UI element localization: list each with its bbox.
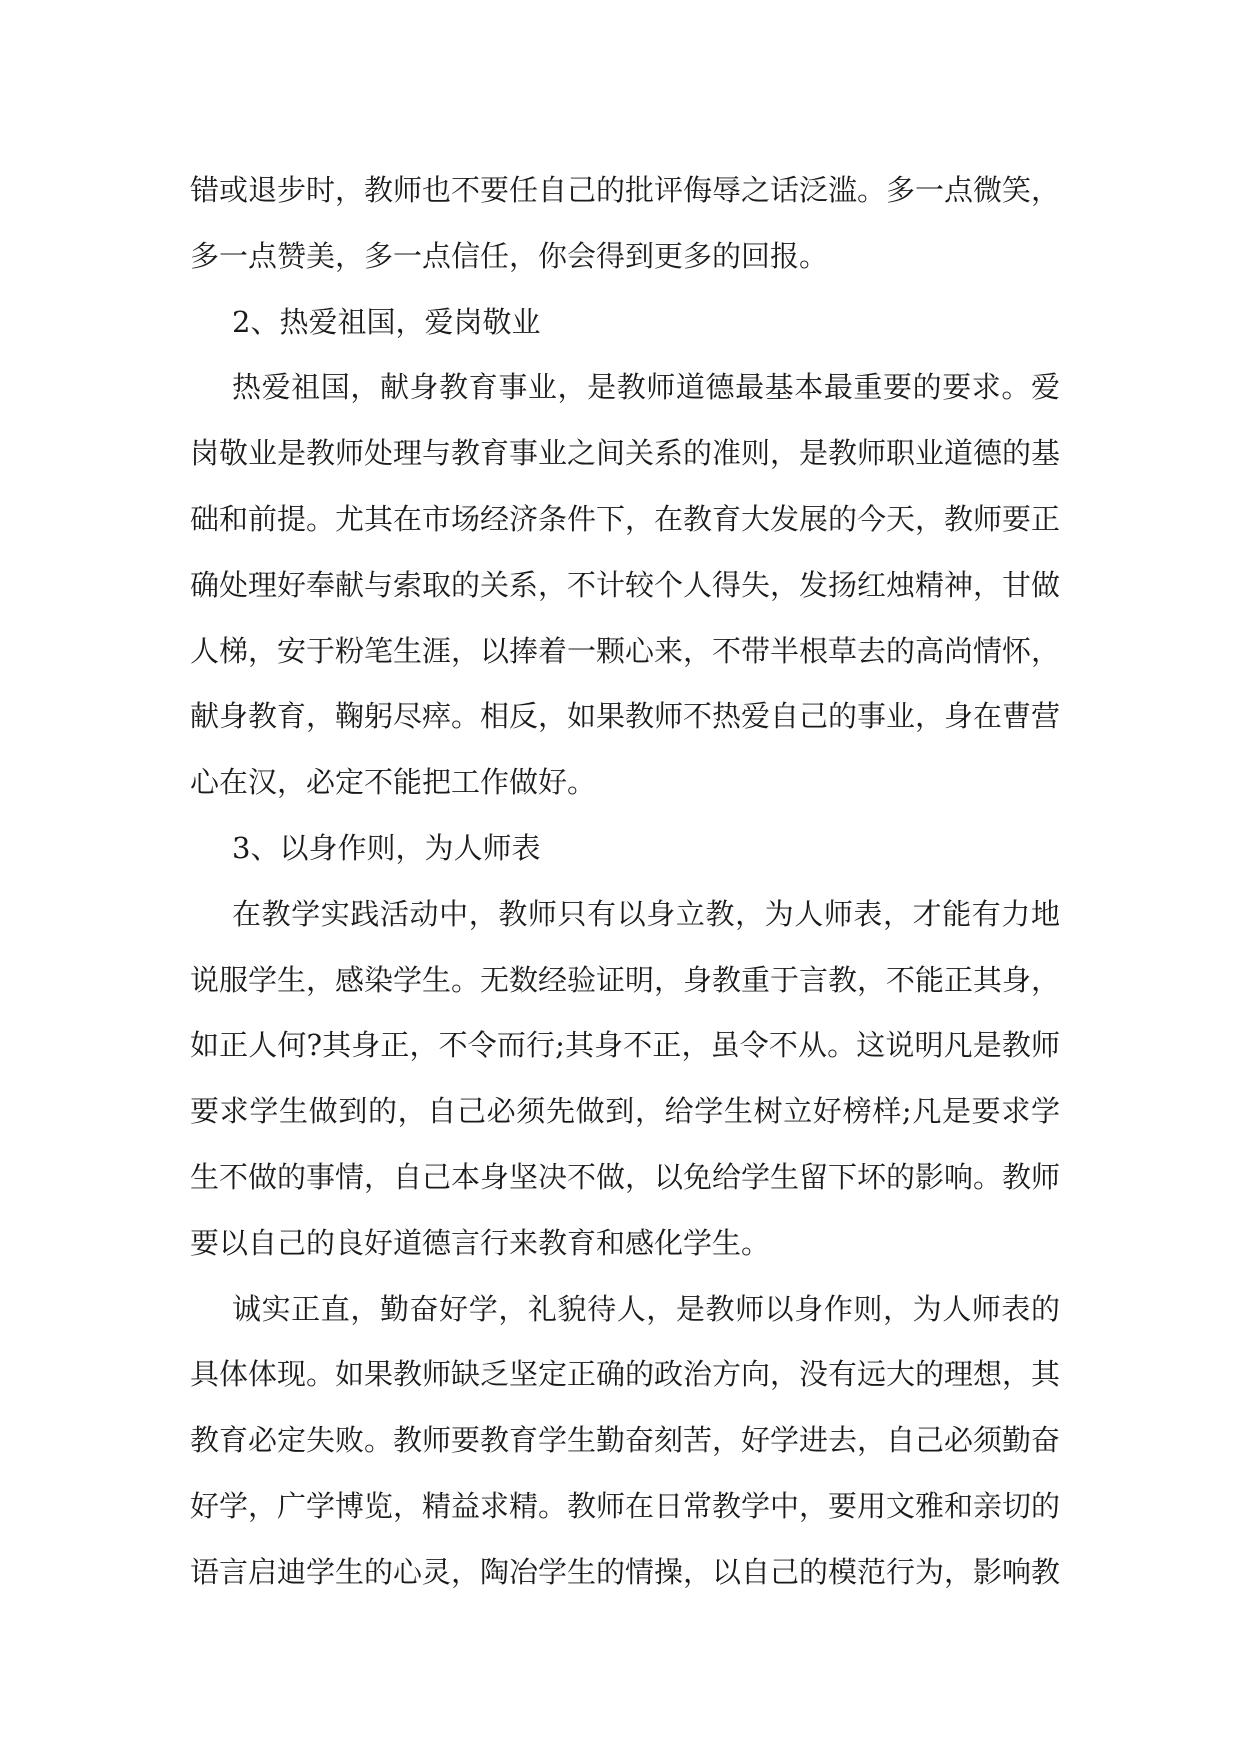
text-line: 要求学生做到的，自己必须先做到，给学生树立好榜样;凡是要求学 bbox=[190, 1094, 1060, 1129]
text-line: 础和前提。尤其在市场经济条件下，在教育大发展的今天，教师要正 bbox=[190, 501, 1061, 536]
text-line: 多一点赞美，多一点信任，你会得到更多的回报。 bbox=[190, 238, 829, 273]
body-text bbox=[190, 158, 1060, 1606]
text-line: 要以自己的良好道德言行来教育和感化学生。 bbox=[190, 1225, 771, 1260]
text-line: 如正人何?其身正，不令而行;其身不正，虽令不从。这说明凡是教师 bbox=[190, 1028, 1060, 1063]
text-line: 献身教育，鞠躬尽瘁。相反，如果教师不热爱自己的事业，身在曹营 bbox=[190, 699, 1061, 734]
section-heading: 2、热爱祖国，爱岗敬业 bbox=[232, 304, 541, 339]
text-line: 具体体现。如果教师缺乏坚定正确的政治方向，没有远大的理想，其 bbox=[190, 1357, 1061, 1392]
text-line: 错或退步时，教师也不要任自己的批评侮辱之话泛滥。多一点微笑， bbox=[190, 173, 1061, 207]
text-line: 说服学生，感染学生。无数经验证明，身教重于言教，不能正其身， bbox=[190, 962, 1061, 997]
text-line: 语言启迪学生的心灵，陶冶学生的情操，以自己的模范行为，影响教 bbox=[190, 1554, 1061, 1589]
section-heading: 3、以身作则，为人师表 bbox=[232, 830, 541, 865]
text-line: 确处理好奉献与索取的关系，不计较个人得失，发扬红烛精神，甘做 bbox=[190, 567, 1061, 602]
text-line: 岗敬业是教师处理与教育事业之间关系的准则，是教师职业道德的基 bbox=[190, 436, 1061, 471]
text-line: 在教学实践活动中，教师只有以身立教，为人师表，才能有力地 bbox=[232, 896, 1060, 931]
text-line: 人梯，安于粉笔生涯，以捧着一颗心来，不带半根草去的高尚情怀， bbox=[190, 633, 1061, 668]
text-line: 教育必定失败。教师要教育学生勤奋刻苦，好学进去，自己必须勤奋 bbox=[190, 1423, 1061, 1458]
text-line: 心在汉，必定不能把工作做好。 bbox=[190, 765, 597, 800]
text-line: 热爱祖国，献身教育事业，是教师道德最基本最重要的要求。爱 bbox=[232, 370, 1060, 405]
text-line: 生不做的事情，自己本身坚决不做，以免给学生留下坏的影响。教师 bbox=[190, 1159, 1061, 1194]
text-line: 好学，广学博览，精益求精。教师在日常教学中，要用文雅和亲切的 bbox=[190, 1488, 1061, 1523]
text-line: 诚实正直，勤奋好学，礼貌待人，是教师以身作则，为人师表的 bbox=[232, 1291, 1060, 1326]
